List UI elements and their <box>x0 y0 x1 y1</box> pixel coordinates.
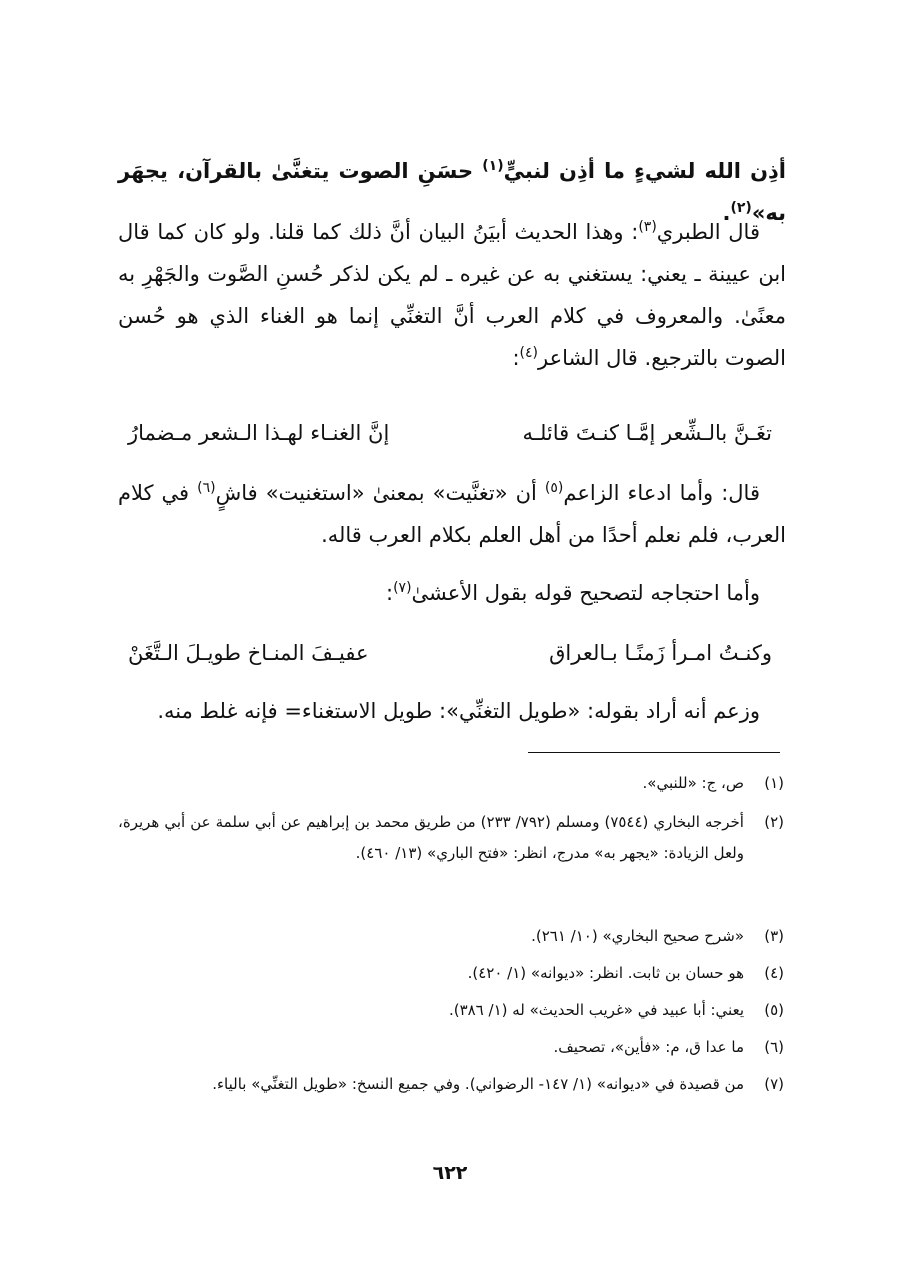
footnote-text: ص، ج: «للنبي». <box>642 774 744 792</box>
page-number: ٦٢٢ <box>432 1162 468 1184</box>
footnote-ref[interactable]: (٤) <box>519 345 538 361</box>
footnote-number: (٦) <box>764 1038 784 1056</box>
footnote-text: ما عدا ق، م: «فأين»، تصحيف. <box>553 1038 744 1056</box>
footnote-text: أخرجه البخاري (٧٥٤٤) ومسلم (٧٩٢/ ٢٣٣) من طريق محمد بن إبراهيم عن أبي سلمة عن أبي هريرة، ولعل الزيادة: «يجهر به» مدرج، انظر: «فتح الباري» (١٣/ ٤٦٠). <box>118 813 744 862</box>
footnote-ref[interactable]: (٧) <box>393 580 412 596</box>
paragraph-text: قال الطبري <box>656 220 760 244</box>
footnote-number: (٥) <box>764 1001 784 1019</box>
paragraph-text: قال: وأما ادعاء الزاعم <box>563 481 760 505</box>
footnote-separator <box>528 752 780 753</box>
verse-line <box>120 412 784 454</box>
footnote-number: (٧) <box>764 1075 784 1093</box>
paragraph-text: في كلام العرب، فلم نعلم أحدًا من أهل العلم بكلام العرب قاله. <box>118 481 786 547</box>
claim-paragraph <box>118 472 786 556</box>
verse-first-hemistich: تغَـنَّ بالـشِّعر إمَّـا كنـتَ قائلـه <box>522 421 772 445</box>
footnote-ref[interactable]: (٦) <box>197 480 216 496</box>
footnote-ref[interactable]: (٣) <box>638 219 657 235</box>
footnote-number: (٤) <box>764 964 784 982</box>
paragraph-text: وزعم أنه أراد بقوله: «طويل التغنِّي»: طويل الاستغناء= فإنه غلط منه. <box>157 699 760 723</box>
footnote-number: (٣) <box>764 927 784 945</box>
paragraph-text: وأما احتجاجه لتصحيح قوله بقول الأعشىٰ <box>411 581 760 605</box>
tabari-paragraph <box>118 211 786 379</box>
paragraph-text: أن «تغنَّيت» بمعنىٰ «استغنيت» فاشٍ <box>215 481 545 505</box>
footnote-number: (٢) <box>764 813 784 831</box>
footnote-ref[interactable]: (١) <box>482 158 504 174</box>
verse-first-hemistich: وكنـتُ امـرأ زَمنًـا بـالعراق <box>549 641 772 665</box>
footnote-text: هو حسان بن ثابت. انظر: «ديوانه» (١/ ٤٢٠). <box>467 964 744 982</box>
verse-line <box>120 632 784 674</box>
footnote-text: يعني: أبا عبيد في «غريب الحديث» له (١/ ٣٨٦). <box>448 1001 744 1019</box>
footnote-ref[interactable]: (٢) <box>730 200 752 216</box>
punctuation: : <box>386 581 394 605</box>
punctuation: . <box>722 201 731 225</box>
footnote-text: من قصيدة في «ديوانه» (١/ ١٤٧- الرضواني). وفي جميع النسخ: «طويل التغنِّي» بالياء. <box>212 1075 744 1093</box>
footnote-text: «شرح صحيح البخاري» (١٠/ ٢٦١). <box>531 927 744 945</box>
punctuation: : <box>512 346 520 370</box>
paragraph-text: : وهذا الحديث أبيَنُ البيان أنَّ ذلك كما قلنا. ولو كان كما قال ابن عيينة ـ يعني: يستغني به عن غيره ـ لم يكن لذكر حُسنِ الصَّوت والجَهْرِ به معنًىٰ. والمعروف في كلام العرب أنَّ التغنِّي إنما هو الغناء الذي هو حُسن الصوت بالترجيع. قال الشاعر <box>118 220 786 370</box>
footnote-number: (١) <box>764 774 784 792</box>
asha-paragraph <box>118 572 786 614</box>
conclusion-paragraph <box>118 690 786 732</box>
footnote-ref[interactable]: (٥) <box>544 480 564 496</box>
paragraph-text: حسَنِ الصوت يتغنَّىٰ بالقرآن، يجهَر به» <box>118 159 786 225</box>
paragraph-text: أذِن الله لشيءٍ ما أذِن لنبيٍّ <box>503 159 786 183</box>
verse-second-hemistich: إنَّ الغنـاء لهـذا الـشعر مـضمارُ <box>128 421 390 445</box>
verse-second-hemistich: عفيـفَ المنـاخ طويـلَ الـتَّغَنْ <box>128 641 369 665</box>
